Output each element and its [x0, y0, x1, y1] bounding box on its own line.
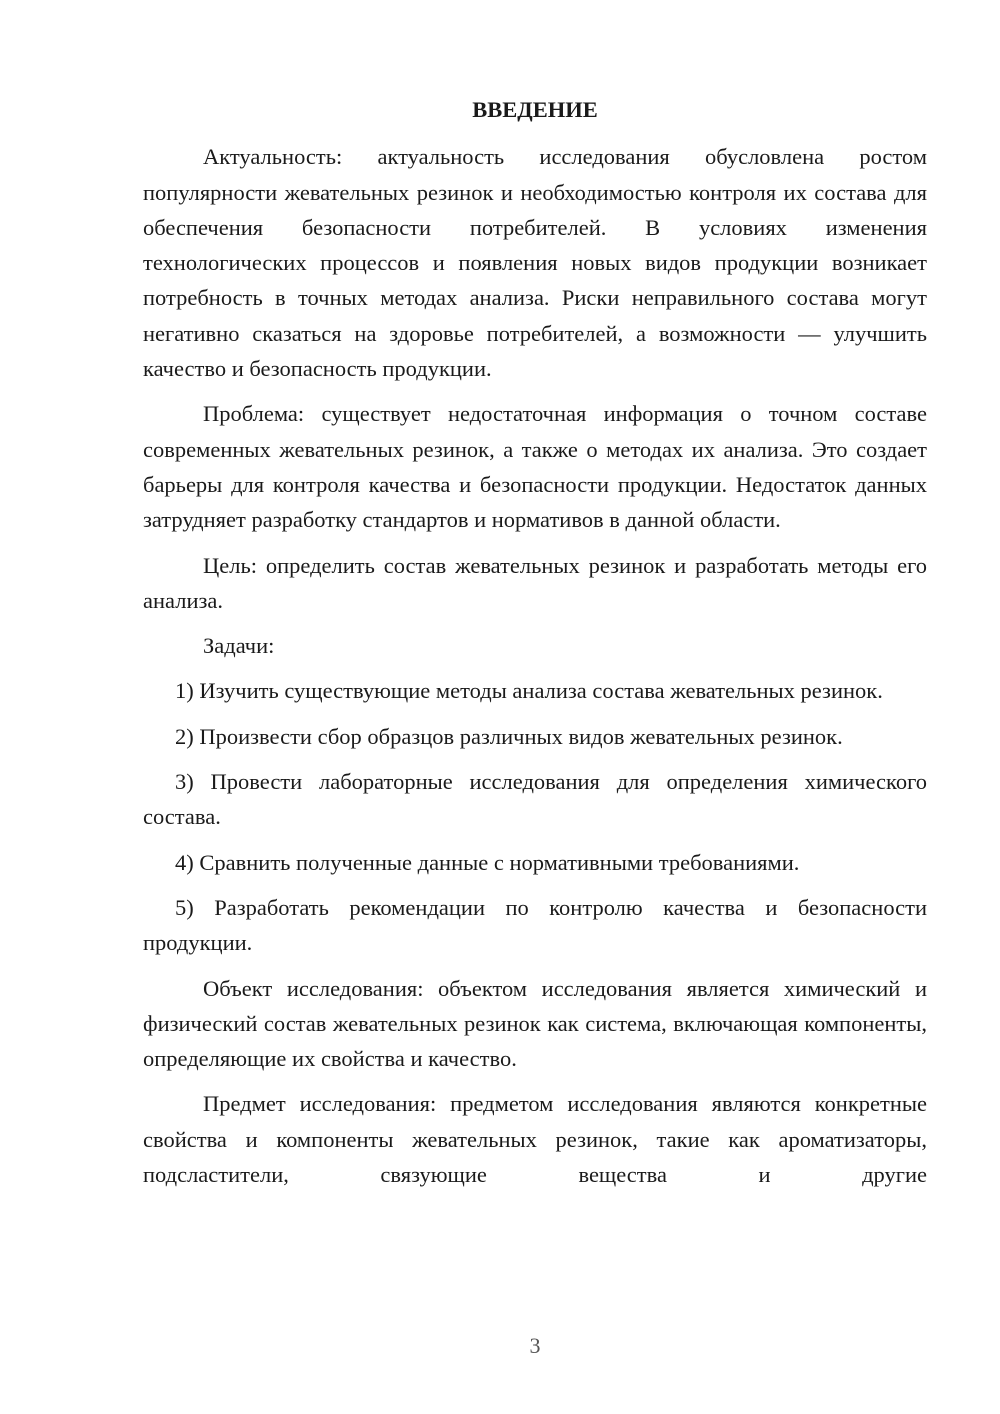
task-item: 2) Произвести сбор образцов различных видов жевательных резинок. [175, 723, 843, 749]
paragraph-subject: Предмет исследования: предметом исследования являются конкретные свойства и компоненты жевательных резинок, такие как ароматизаторы, подсластители, связующие вещества и другие [143, 1091, 927, 1188]
paragraph-object: Объект исследования: объектом исследования является химический и физический состав жевательных резинок как система, включающая компоненты, определяющие их свойства и качество. [143, 975, 927, 1072]
paragraph-relevance: Актуальность: актуальность исследования обусловлена ростом популярности жевательных резинок и необходимостью контроля их состава для обеспечения безопасности потребителей. В условиях изменения технологических процессов и появления новых видов продукции возникает потребность в точных методах анализа. Риски неправильного состава могут негативно сказаться на здоровье потребителей, а возможности — улучшить качество и безопасность продукции. [143, 144, 927, 382]
task-item: 3) Провести лабораторные исследования для определения химического состава. [143, 769, 927, 830]
page-content [143, 92, 927, 1202]
paragraph-problem: Проблема: существует недостаточная информация о точном составе современных жевательных резинок, а также о методах их анализа. Это создает барьеры для контроля качества и безопасности продукции. Недостаток данных затрудняет разработку стандартов и нормативов в данной области. [143, 401, 927, 533]
section-title: ВВЕДЕНИЕ [472, 97, 598, 122]
page-number: 3 [529, 1333, 541, 1358]
task-item: 5) Разработать рекомендации по контролю качества и безопасности продукции. [143, 894, 927, 956]
tasks-heading: Задачи: [203, 633, 275, 659]
paragraph-goal: Цель: определить состав жевательных резинок и разработать методы его анализа. [143, 552, 927, 613]
task-item: 1) Изучить существующие методы анализа состава жевательных резинок. [175, 678, 883, 704]
task-item: 4) Сравнить полученные данные с нормативными требованиями. [175, 849, 800, 875]
